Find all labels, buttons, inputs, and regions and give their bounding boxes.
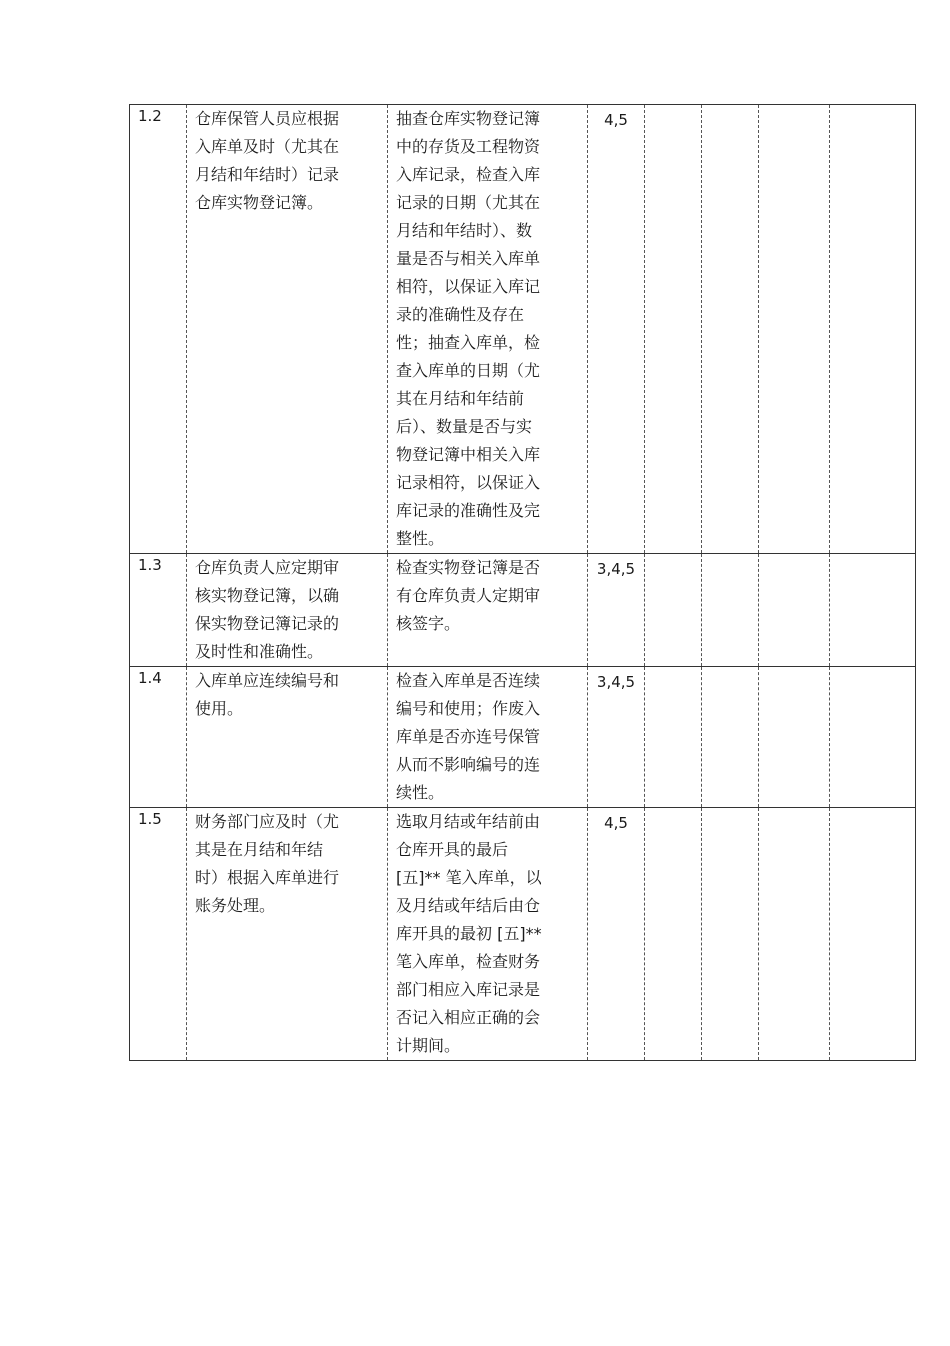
- table-row: [130, 105, 916, 554]
- control-test-table: [129, 104, 916, 1061]
- empty-cell: [830, 808, 916, 1061]
- risk-reference-cell: [588, 667, 645, 808]
- control-objective-text: 财务部门应及时（尤 其是在月结和年结 时）根据入库单进行 账务处理。: [195, 812, 340, 915]
- control-objective-cell: [187, 105, 388, 554]
- control-objective-text: 仓库保管人员应根据 入库单及时（尤其在 月结和年结时）记录 仓库实物登记簿。: [195, 109, 340, 212]
- risk-reference: 4,5: [604, 814, 628, 832]
- empty-cell: [645, 105, 702, 554]
- control-objective-cell: [187, 554, 388, 667]
- empty-cell: [759, 554, 830, 667]
- control-number: 1.2: [130, 105, 187, 554]
- risk-reference-cell: [588, 105, 645, 554]
- risk-reference-cell: [588, 808, 645, 1061]
- test-procedure-cell: [388, 667, 588, 808]
- test-procedure-cell: [388, 105, 588, 554]
- control-number: 1.3: [130, 554, 187, 667]
- control-number: 1.5: [130, 808, 187, 1061]
- empty-cell: [645, 667, 702, 808]
- empty-cell: [702, 554, 759, 667]
- empty-cell: [759, 808, 830, 1061]
- risk-reference: 4,5: [604, 111, 628, 129]
- control-objective-cell: [187, 667, 388, 808]
- table-row: [130, 554, 916, 667]
- test-procedure-cell: [388, 554, 588, 667]
- risk-reference: 3,4,5: [596, 673, 636, 691]
- empty-cell: [702, 667, 759, 808]
- test-procedure-text: 检查实物登记簿是否 有仓库负责人定期审 核签字。: [396, 558, 541, 633]
- empty-cell: [830, 667, 916, 808]
- risk-reference: 3,4,5: [596, 560, 636, 578]
- control-objective-cell: [187, 808, 388, 1061]
- control-number: 1.4: [130, 667, 187, 808]
- risk-reference-cell: [588, 554, 645, 667]
- test-procedure-text: 抽查仓库实物登记簿 中的存货及工程物资 入库记录，检查入库 记录的日期（尤其在 月结和年结时）、数 量是否与相关入库单 相符，以保证入库记 录的准确性及存在 性；抽查入库单，检 查入库单的日期（尤 其在月结和年结前 后）、数量是否与实 物登记簿中相关入库 记录相符，以保证入 库记录的准确性及完 整性。: [396, 109, 541, 548]
- table-row: [130, 808, 916, 1061]
- control-objective-text: 入库单应连续编号和 使用。: [195, 671, 340, 718]
- test-procedure-cell: [388, 808, 588, 1061]
- empty-cell: [702, 105, 759, 554]
- test-procedure-text: 选取月结或年结前由 仓库开具的最后 [五]** 笔入库单，以 及月结或年结后由仓 库开具的最初 [五]** 笔入库单，检查财务 部门相应入库记录是 否记入相应正确的会 计期间。: [396, 812, 542, 1055]
- empty-cell: [830, 554, 916, 667]
- empty-cell: [759, 667, 830, 808]
- empty-cell: [702, 808, 759, 1061]
- table-row: [130, 667, 916, 808]
- test-procedure-text: 检查入库单是否连续 编号和使用；作废入 库单是否亦连号保管 从而不影响编号的连 续性。: [396, 671, 541, 802]
- empty-cell: [645, 808, 702, 1061]
- empty-cell: [759, 105, 830, 554]
- empty-cell: [645, 554, 702, 667]
- empty-cell: [830, 105, 916, 554]
- control-objective-text: 仓库负责人应定期审 核实物登记簿，以确 保实物登记簿记录的 及时性和准确性。: [195, 558, 340, 661]
